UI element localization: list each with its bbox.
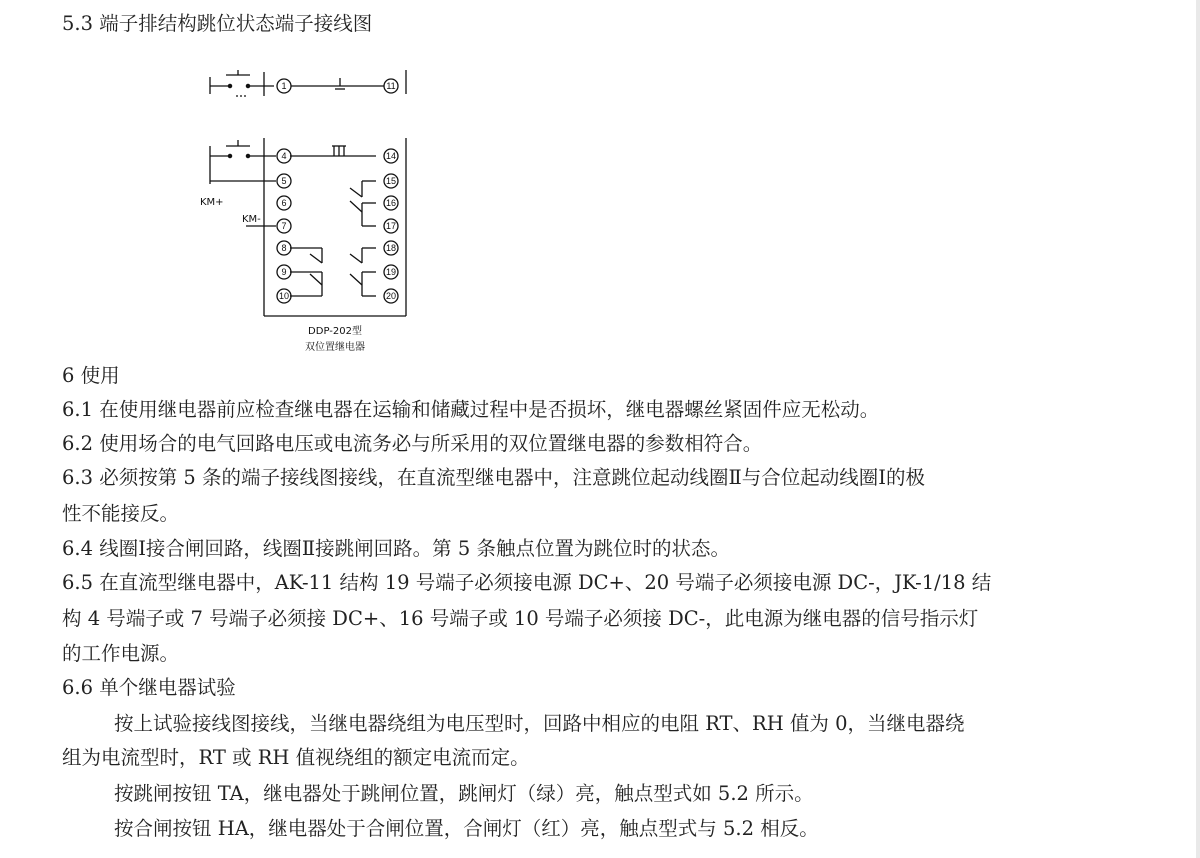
paragraph-6-3-line-2: 性不能接反。 [62,502,180,525]
km-plus-label: KM+ [200,197,224,208]
terminal-7: 7 [281,221,287,231]
terminal-10: 10 [278,291,290,301]
terminal-15: 15 [385,176,397,186]
terminal-8: 8 [281,243,287,253]
paragraph-6-2: 6.2 使用场合的电气回路电压或电流务必与所采用的双位置继电器的参数相符合。 [62,432,763,455]
paragraph-6-6-2: 按跳闸按钮 TA，继电器处于跳闸位置，跳闸灯（绿）亮，触点型式如 5.2 所示。 [114,782,814,805]
terminal-17: 17 [385,221,397,231]
terminal-11: 11 [386,81,396,91]
terminal-5: 5 [281,176,287,186]
paragraph-6-6-1-line-1: 按上试验接线图接线，当继电器绕组为电压型时，回路中相应的电阻 RT、RH 值为 0，当继电器绕 [114,712,965,735]
terminal-6: 6 [281,198,287,208]
relay-name-label: 双位置继电器 [305,342,365,353]
paragraph-6-4: 6.4 线圈Ⅰ接合闸回路，线圈Ⅱ接跳闸回路。第 5 条触点位置为跳位时的状态。 [62,537,730,560]
km-minus-label: KM- [242,214,261,225]
terminal-numbers [200,81,396,353]
section-6-6-heading: 6.6 单个继电器试验 [62,676,236,699]
paragraph-6-5-line-3: 的工作电源。 [62,642,180,665]
section-6-heading: 6 使用 [62,364,120,387]
section-5-3-heading: 5.3 端子排结构跳位状态端子接线图 [62,12,373,35]
paragraph-6-3-line-1: 6.3 必须按第 5 条的端子接线图接线，在直流型继电器中，注意跳位起动线圈Ⅱ与合位起动线圈Ⅰ的极 [62,466,925,489]
terminal-16: 16 [385,198,397,208]
top-terminal-strip [210,70,406,96]
terminal-18: 18 [385,243,397,253]
paragraph-6-6-3: 按合闸按钮 HA，继电器处于合闸位置，合闸灯（红）亮，触点型式与 5.2 相反。 [114,817,819,840]
terminal-19: 19 [385,267,397,277]
relay-model-label: DDP-202型 [308,326,362,337]
terminal-4: 4 [281,151,287,161]
terminal-14: 14 [385,151,397,161]
diagram-svg [190,60,430,360]
terminal-20: 20 [385,291,397,301]
terminal-wiring-diagram [190,60,430,360]
page-edge [1196,0,1200,858]
paragraph-6-5-line-1: 6.5 在直流型继电器中，AK-11 结构 19 号端子必须接电源 DC+、20 号端子必须接电源 DC-，JK-1/18 结 [62,571,992,594]
internal-contacts [290,146,376,296]
terminal-9: 9 [281,267,287,277]
paragraph-6-1: 6.1 在使用继电器前应检查继电器在运输和储藏过程中是否损坏，继电器螺丝紧固件应无松动。 [62,398,880,421]
paragraph-6-5-line-2: 构 4 号端子或 7 号端子必须接 DC+、16 号端子或 10 号端子必须接 DC-，此电源为继电器的信号指示灯 [62,607,979,630]
paragraph-6-6-1-line-2: 组为电流型时，RT 或 RH 值视绕组的额定电流而定。 [62,746,530,769]
terminal-circles [277,149,398,303]
terminal-1: 1 [281,81,287,91]
